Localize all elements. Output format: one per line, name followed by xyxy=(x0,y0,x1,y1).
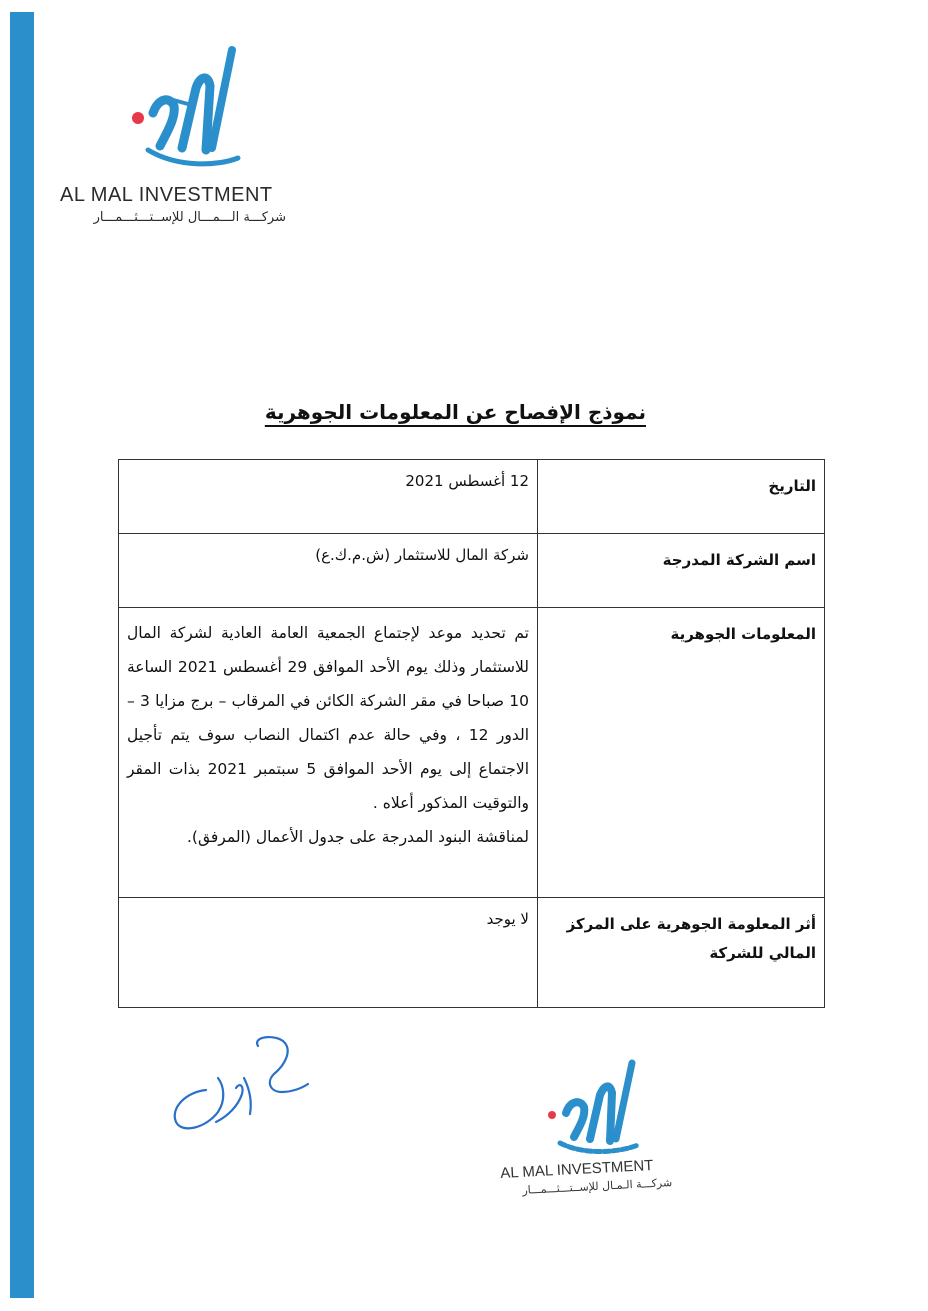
table-row xyxy=(119,898,825,1008)
row-label-material-info: المعلومات الجوهرية xyxy=(538,608,825,898)
side-accent-bar xyxy=(10,12,34,1298)
al-mal-logo-icon xyxy=(108,38,248,178)
table-row xyxy=(119,460,825,534)
logo-name-arabic: شركـــة الـــمـــال للإســتـــثـــمـــار xyxy=(93,210,286,225)
row-label-financial-impact: أثر المعلومة الجوهرية على المركز المالي للشركة xyxy=(538,898,825,1008)
stamp-name-arabic: شركـــة الـمـال للإســتـــثـــمـــار xyxy=(522,1175,673,1197)
row-value-date: 12 أغسطس 2021 xyxy=(119,460,538,534)
disclosure-table xyxy=(118,459,825,1008)
table-row xyxy=(119,608,825,898)
row-label-date: التاريخ xyxy=(538,460,825,534)
logo-name-english: AL MAL INVESTMENT xyxy=(60,184,273,206)
stamp-logo-icon xyxy=(538,1055,648,1165)
document-title: نموذج الإفصاح عن المعلومات الجوهرية xyxy=(264,400,646,424)
company-logo xyxy=(60,38,300,238)
material-info-text: تم تحديد موعد لإجتماع الجمعية العامة العادية لشركة المال للاستثمار وذلك يوم الأحد الموافق 29 أغسطس 2021 الساعة 10 صباحا في مقر الشركة الكائن في المرقاب – برج مزايا 3 – الدور 12 ، وفي حالة عدم اكتمال النصاب سوف يتم تأجيل الاجتماع إلى يوم الأحد الموافق 5 سبتمبر 2021 بذات المقر والتوقيت المذكور أعلاه . xyxy=(127,624,530,812)
table-row xyxy=(119,534,825,608)
row-value-financial-impact: لا يوجد xyxy=(119,898,538,1008)
stamp-name-english: AL MAL INVESTMENT xyxy=(500,1156,654,1182)
company-stamp xyxy=(498,1055,688,1215)
row-value-material-info xyxy=(119,608,538,898)
row-label-company: اسم الشركة المدرجة xyxy=(538,534,825,608)
handwritten-signature-icon xyxy=(166,1030,316,1140)
material-info-agenda: لمناقشة البنود المدرجة على جدول الأعمال (المرفق). xyxy=(187,828,529,846)
row-value-company: شركة المال للاستثمار (ش.م.ك.ع) xyxy=(119,534,538,608)
